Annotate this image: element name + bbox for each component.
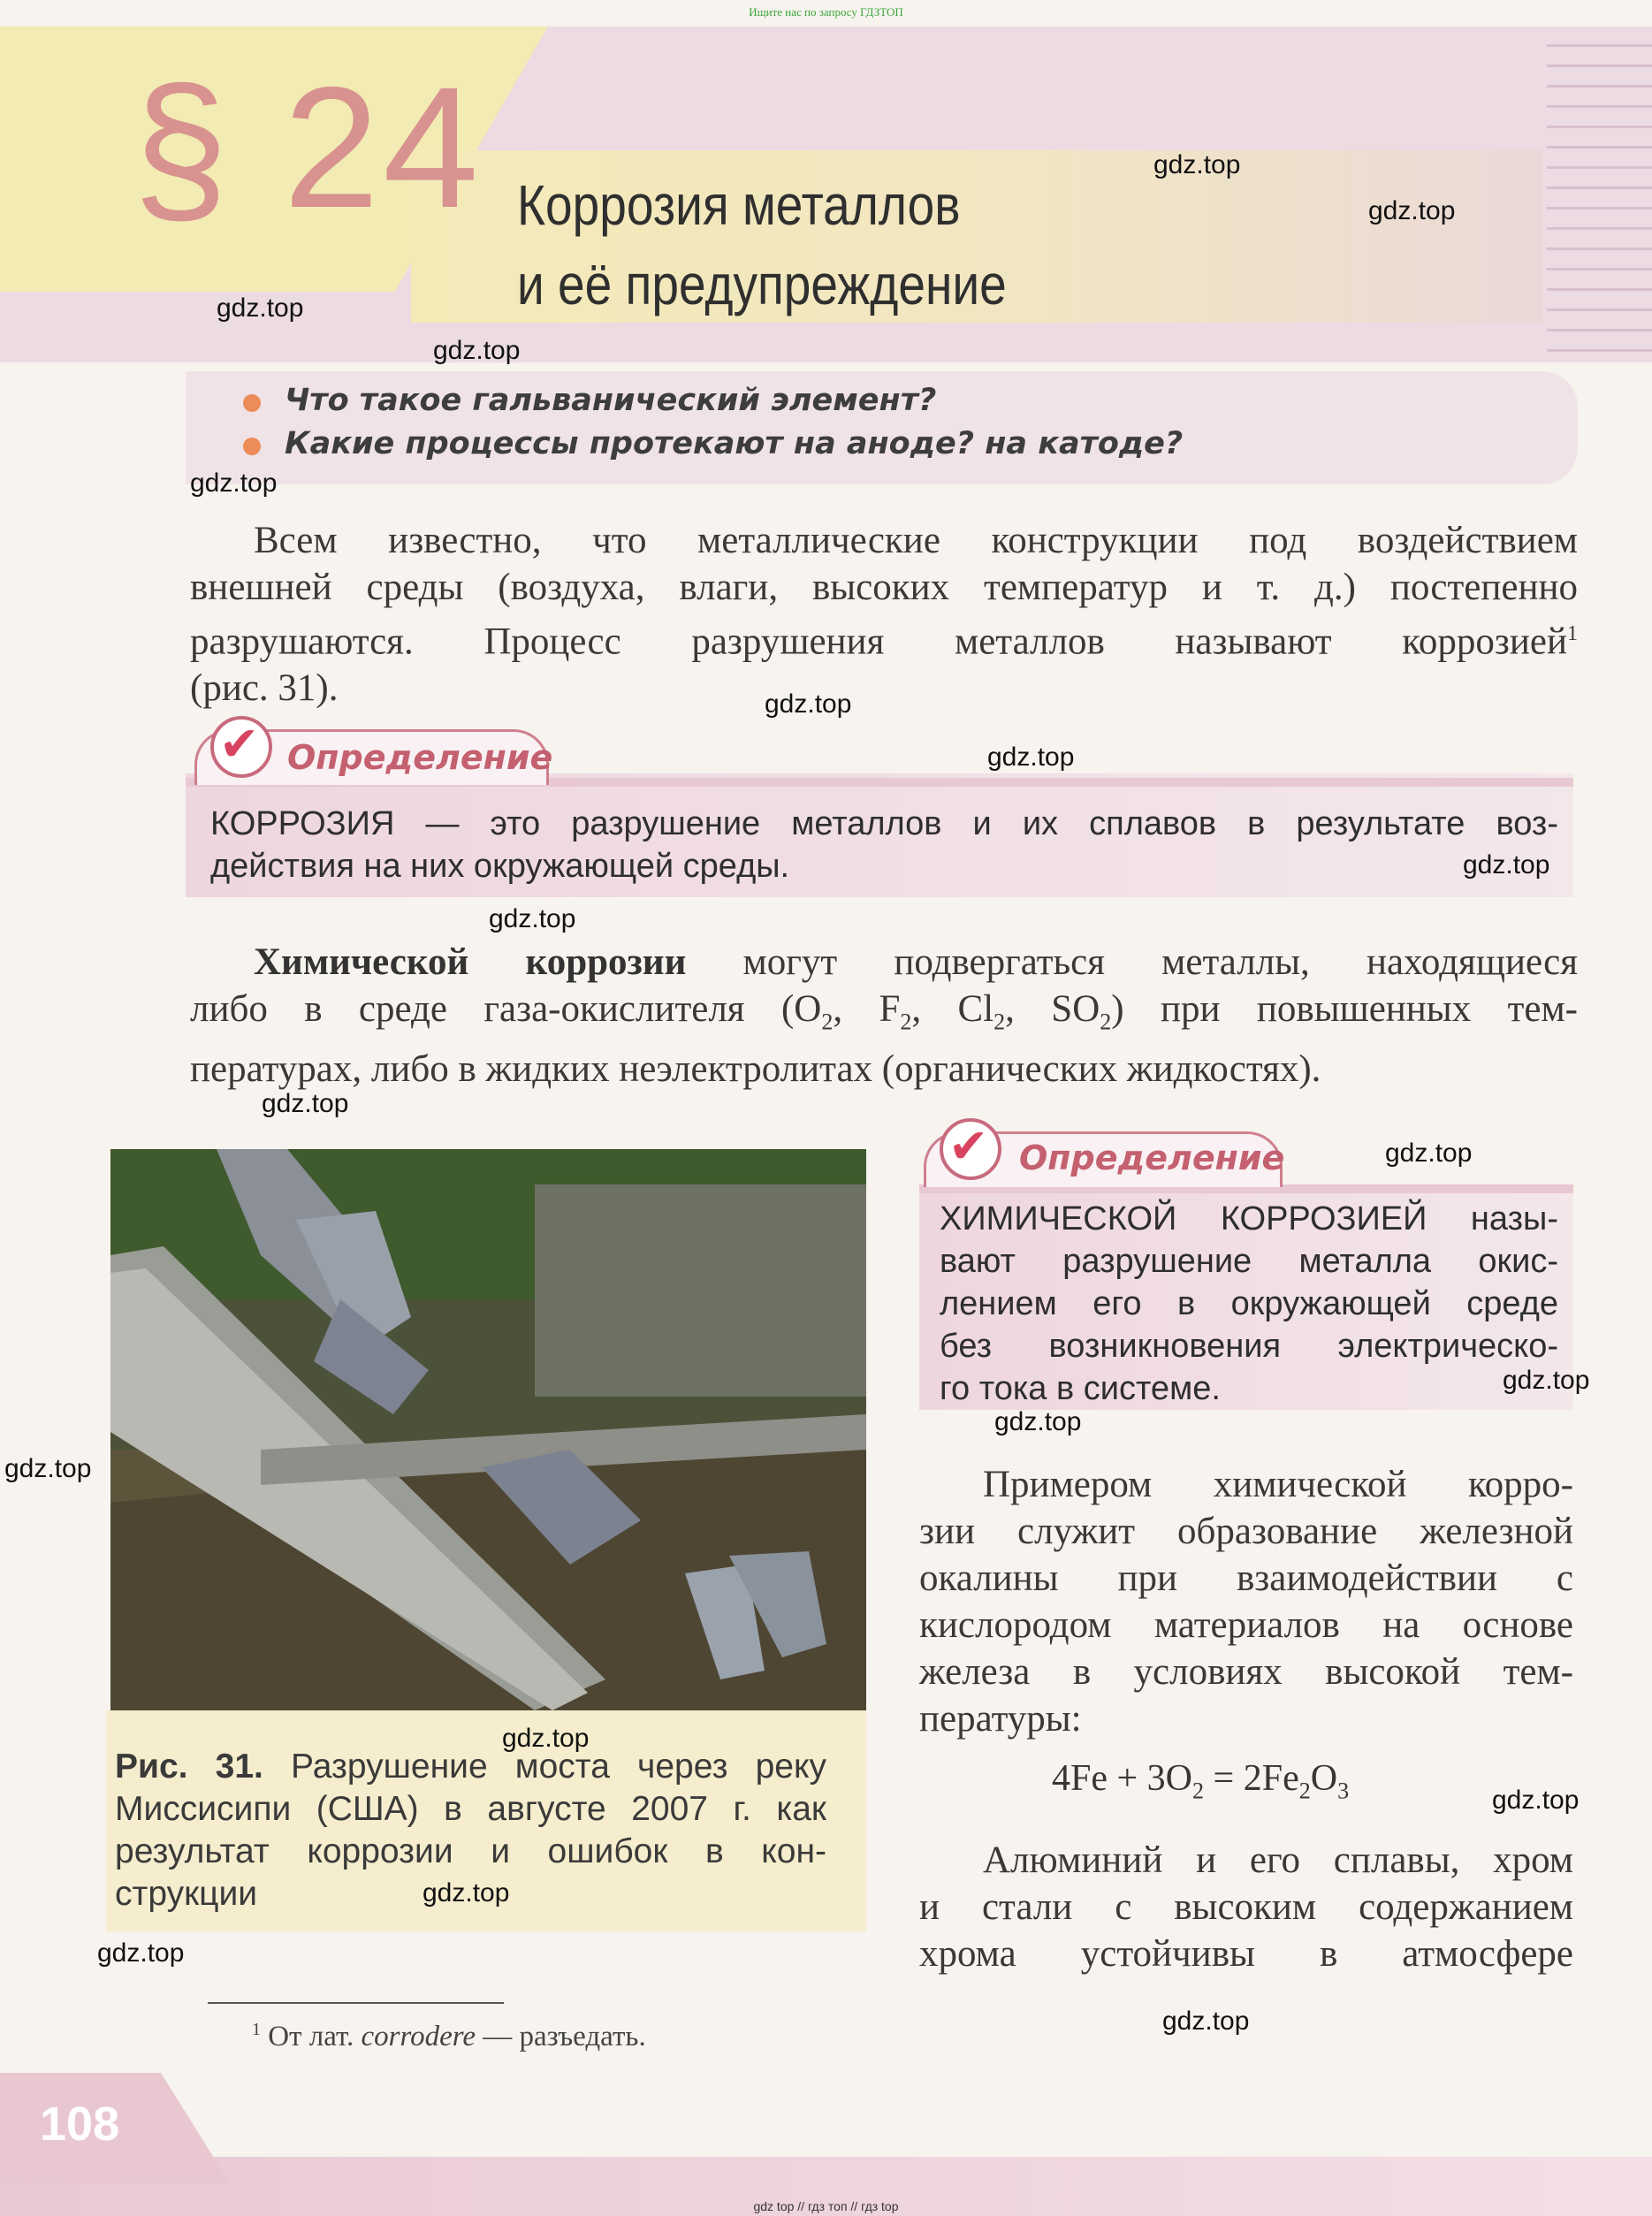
footnote	[252, 2020, 646, 2053]
footnote-mark: 1	[1567, 622, 1578, 645]
chemical-line-2-b: , F	[833, 988, 901, 1030]
page-number: 108	[40, 2098, 120, 2151]
intro-line-1: Всем известно, что металлические конструкции под воздействием	[254, 520, 1578, 561]
watermark: gdz.top	[433, 336, 521, 365]
caption-line-4: струкции	[115, 1875, 258, 1913]
chemical-line-2-c: , Cl	[911, 988, 994, 1030]
footnote-number: 1	[252, 2020, 261, 2039]
chemical-paragraph	[190, 939, 1578, 1093]
page-title-line-2: и её предупреждение	[517, 253, 1007, 316]
intro-line-2: внешней среды (воздуха, влаги, высоких температур и т. д.) постепенно	[190, 567, 1578, 608]
watermark: gdz.top	[1492, 1786, 1580, 1815]
caption-line-1	[115, 1746, 826, 1788]
subscript: 2	[993, 1009, 1006, 1035]
subscript: 3	[1337, 1778, 1350, 1804]
chemical-line-2-d: , SO	[1005, 988, 1100, 1030]
example-line-1: Примером химической корро-	[983, 1464, 1573, 1505]
chemical-line-2-e: ) при повышенных тем-	[1111, 988, 1578, 1030]
example-line-5: железа в условиях высокой тем-	[919, 1651, 1573, 1693]
watermark: gdz.top	[1153, 150, 1241, 179]
footnote-text-b: — разъедать.	[476, 2021, 646, 2052]
aluminium-line-1: Алюминий и его сплавы, хром	[983, 1839, 1573, 1881]
example-line-6: пературы:	[919, 1698, 1082, 1740]
footnote-rule	[208, 2002, 504, 2004]
definition-1-title: Определение	[287, 738, 553, 777]
example-line-4: кислородом материалов на основе	[919, 1604, 1573, 1646]
watermark: gdz.top	[765, 689, 852, 719]
question-1: Что такое гальванический элемент?	[285, 383, 937, 418]
definition-2-line-4: без возникновения электрическо-	[940, 1328, 1558, 1365]
bottom-watermark-text: gdz top // гдз топ // гдз top	[753, 2199, 899, 2213]
bridge-collapse-photo	[110, 1149, 866, 1710]
caption-line-1-text: Разрушение моста через реку	[263, 1748, 826, 1786]
subscript: 2	[900, 1009, 912, 1035]
definition-2-line-5: го тока в системе.	[940, 1370, 1221, 1407]
definition-1-text	[210, 803, 1558, 887]
figure-label: Рис. 31.	[115, 1748, 263, 1786]
watermark: gdz.top	[1463, 850, 1550, 880]
watermark: gdz.top	[1385, 1138, 1473, 1168]
watermark: gdz.top	[423, 1878, 510, 1908]
checkmark-icon: ✔	[948, 1118, 989, 1174]
intro-line-4: (рис. 31).	[190, 667, 339, 710]
checkmark-icon: ✔	[219, 716, 260, 772]
watermark: gdz.top	[4, 1454, 92, 1483]
top-notice: Ищите нас по запросу ГДЗТОП	[749, 5, 903, 19]
watermark: gdz.top	[1368, 196, 1456, 225]
example-line-2: зии служит образование железной	[919, 1511, 1573, 1552]
watermark: gdz.top	[97, 1938, 185, 1968]
question-2: Какие процессы протекают на аноде? на катоде?	[285, 426, 1184, 461]
formula-right: = 2Fe	[1204, 1758, 1299, 1799]
chemical-line-2	[190, 986, 1578, 1046]
bullet-icon	[243, 394, 261, 412]
definition-1-line-1: КОРРОЗИЯ — это разрушение металлов и их сплавов в результате воз-	[210, 805, 1558, 842]
bullet-icon	[243, 438, 261, 455]
definition-2-line-2: вают разрушение металла окис-	[940, 1243, 1558, 1280]
intro-line-3	[190, 611, 1578, 665]
header-ruled-edge	[1547, 27, 1652, 362]
page-title-line-1: Коррозия металлов	[517, 173, 961, 237]
watermark: gdz.top	[262, 1089, 349, 1118]
definition-2-line-3: лением его в окружающей среде	[940, 1285, 1558, 1322]
watermark: gdz.top	[987, 742, 1075, 772]
definition-2-line-1: ХИМИЧЕСКОЙ КОРРОЗИЕЙ назы-	[940, 1200, 1558, 1237]
watermark: gdz.top	[1503, 1366, 1590, 1395]
definition-2-text	[940, 1198, 1558, 1410]
chemical-equation	[1052, 1757, 1349, 1804]
chemical-line-1-rest: могут подвергаться металлы, находящиеся	[686, 941, 1578, 983]
subscript: 2	[821, 1009, 834, 1035]
definition-1-line-2: действия на них окружающей среды.	[210, 848, 790, 885]
aluminium-line-3: хрома устойчивы в атмосфере	[919, 1933, 1573, 1975]
example-line-3: окалины при взаимодействии с	[919, 1557, 1573, 1599]
chemical-line-3: пературах, либо в жидких неэлектролитах (органических жидкостях).	[190, 1047, 1321, 1090]
aluminium-paragraph	[919, 1837, 1573, 1977]
chemical-term: Химической коррозии	[254, 941, 687, 983]
chemical-line-2-a: либо в среде газа-окислителя (O	[190, 988, 822, 1030]
watermark: gdz.top	[502, 1724, 590, 1753]
bridge-photo-illustration	[110, 1149, 866, 1710]
caption-line-2: Миссисипи (США) в августе 2007 г. как	[115, 1790, 826, 1828]
watermark: gdz.top	[1162, 2007, 1250, 2036]
caption-line-3: результат коррозии и ошибок в кон-	[115, 1832, 826, 1870]
subscript: 2	[1192, 1778, 1205, 1804]
footnote-text-a: От лат.	[261, 2021, 362, 2052]
intro-paragraph	[190, 517, 1578, 712]
intro-line-3-text: разрушаются. Процесс разрушения металлов называют коррозией	[190, 621, 1567, 663]
aluminium-line-2: и стали с высоким содержанием	[919, 1886, 1573, 1928]
footnote-latin-word: corrodere	[361, 2021, 476, 2052]
subscript: 2	[1298, 1778, 1311, 1804]
watermark: gdz.top	[489, 904, 576, 933]
example-paragraph	[919, 1461, 1573, 1742]
formula-oxygen: O	[1310, 1758, 1338, 1799]
watermark: gdz.top	[217, 293, 304, 323]
section-number: § 24	[133, 51, 483, 244]
subscript: 2	[1100, 1009, 1112, 1035]
formula-left: 4Fe + 3O	[1052, 1758, 1193, 1799]
chemical-line-1	[190, 939, 1578, 986]
definition-2-title: Определение	[1019, 1138, 1285, 1177]
watermark: gdz.top	[190, 468, 278, 498]
watermark: gdz.top	[994, 1407, 1082, 1436]
